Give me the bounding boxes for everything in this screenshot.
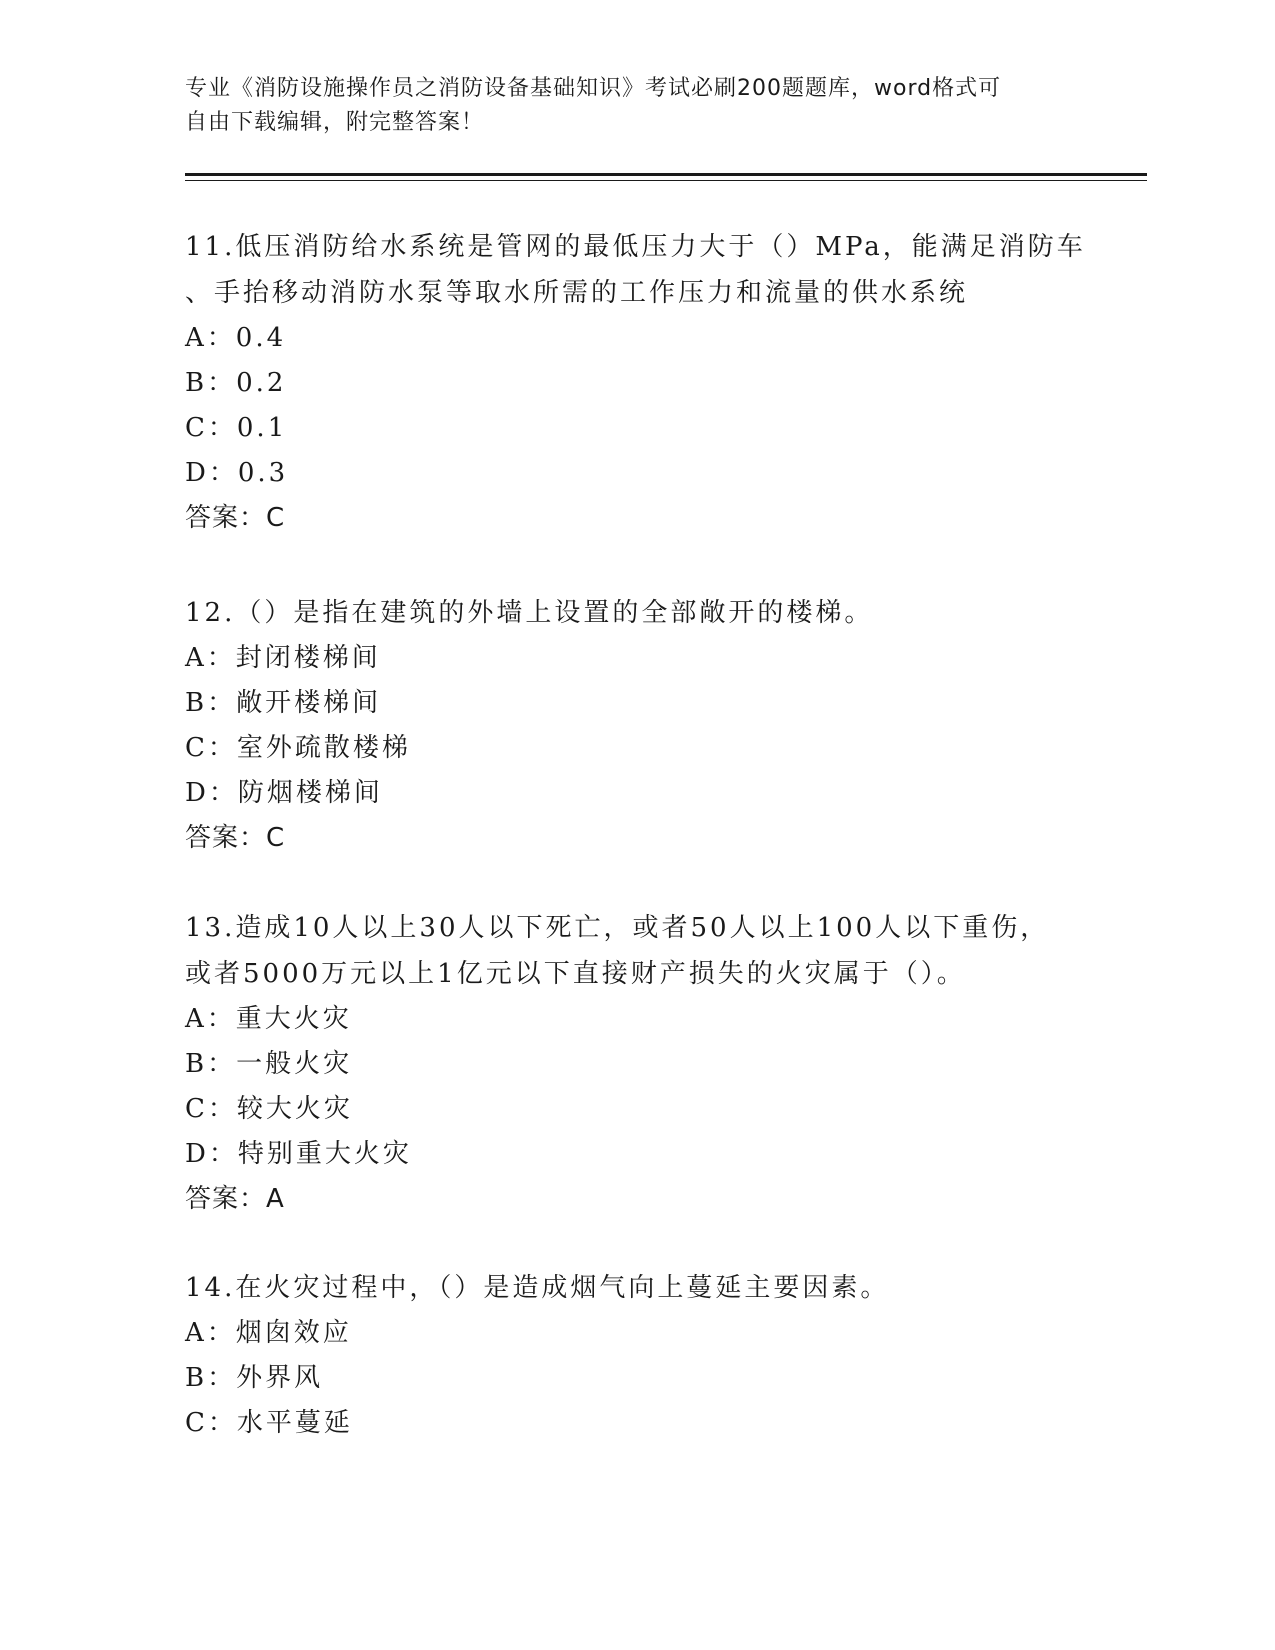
question-11 [185,224,1085,541]
option-c: C：室外疏散楼梯 [185,733,411,763]
header-divider-thick [185,173,1147,176]
option-c: C：水平蔓延 [185,1408,353,1438]
question-14 [185,1265,1085,1446]
answer-label: 答案：C [185,503,286,533]
document-header [185,72,1065,140]
option-d: D：特别重大火灾 [185,1139,412,1169]
option-c: C：较大火灾 [185,1094,353,1124]
question-13 [185,905,1085,1222]
option-a: A：0.4 [185,323,287,353]
option-b: B：一般火灾 [185,1049,353,1079]
question-text-line: 13.造成10人以上30人以下死亡，或者50人以上100人以下重伤， [185,913,1050,943]
question-text-line: 或者5000万元以上1亿元以下直接财产损失的火灾属于（）。 [185,959,966,989]
option-a: A：烟囱效应 [185,1318,352,1348]
question-text-line: 14.在火灾过程中，（）是造成烟气向上蔓延主要因素。 [185,1273,890,1303]
header-divider-thin [185,180,1147,181]
option-c: C：0.1 [185,413,288,443]
answer-label: 答案：A [185,1184,285,1214]
answer-label: 答案：C [185,823,286,853]
question-text-line: 11.低压消防给水系统是管网的最低压力大于（）MPa，能满足消防车 [185,232,1086,262]
question-text-line: 12.（）是指在建筑的外墙上设置的全部敞开的楼梯。 [185,598,874,628]
question-text-line: 、手抬移动消防水泵等取水所需的工作压力和流量的供水系统 [185,278,969,308]
option-d: D：0.3 [185,458,289,488]
option-b: B：外界风 [185,1363,324,1393]
option-a: A：重大火灾 [185,1004,352,1034]
option-b: B：0.2 [185,368,287,398]
option-a: A：封闭楼梯间 [185,643,381,673]
header-title-line-2: 自由下载编辑，附完整答案！ [185,110,485,135]
header-title-line-1: 专业《消防设施操作员之消防设备基础知识》考试必刷200题题库，word格式可 [185,76,1002,101]
question-12 [185,590,1085,861]
option-b: B：敞开楼梯间 [185,688,382,718]
option-d: D：防烟楼梯间 [185,778,383,808]
